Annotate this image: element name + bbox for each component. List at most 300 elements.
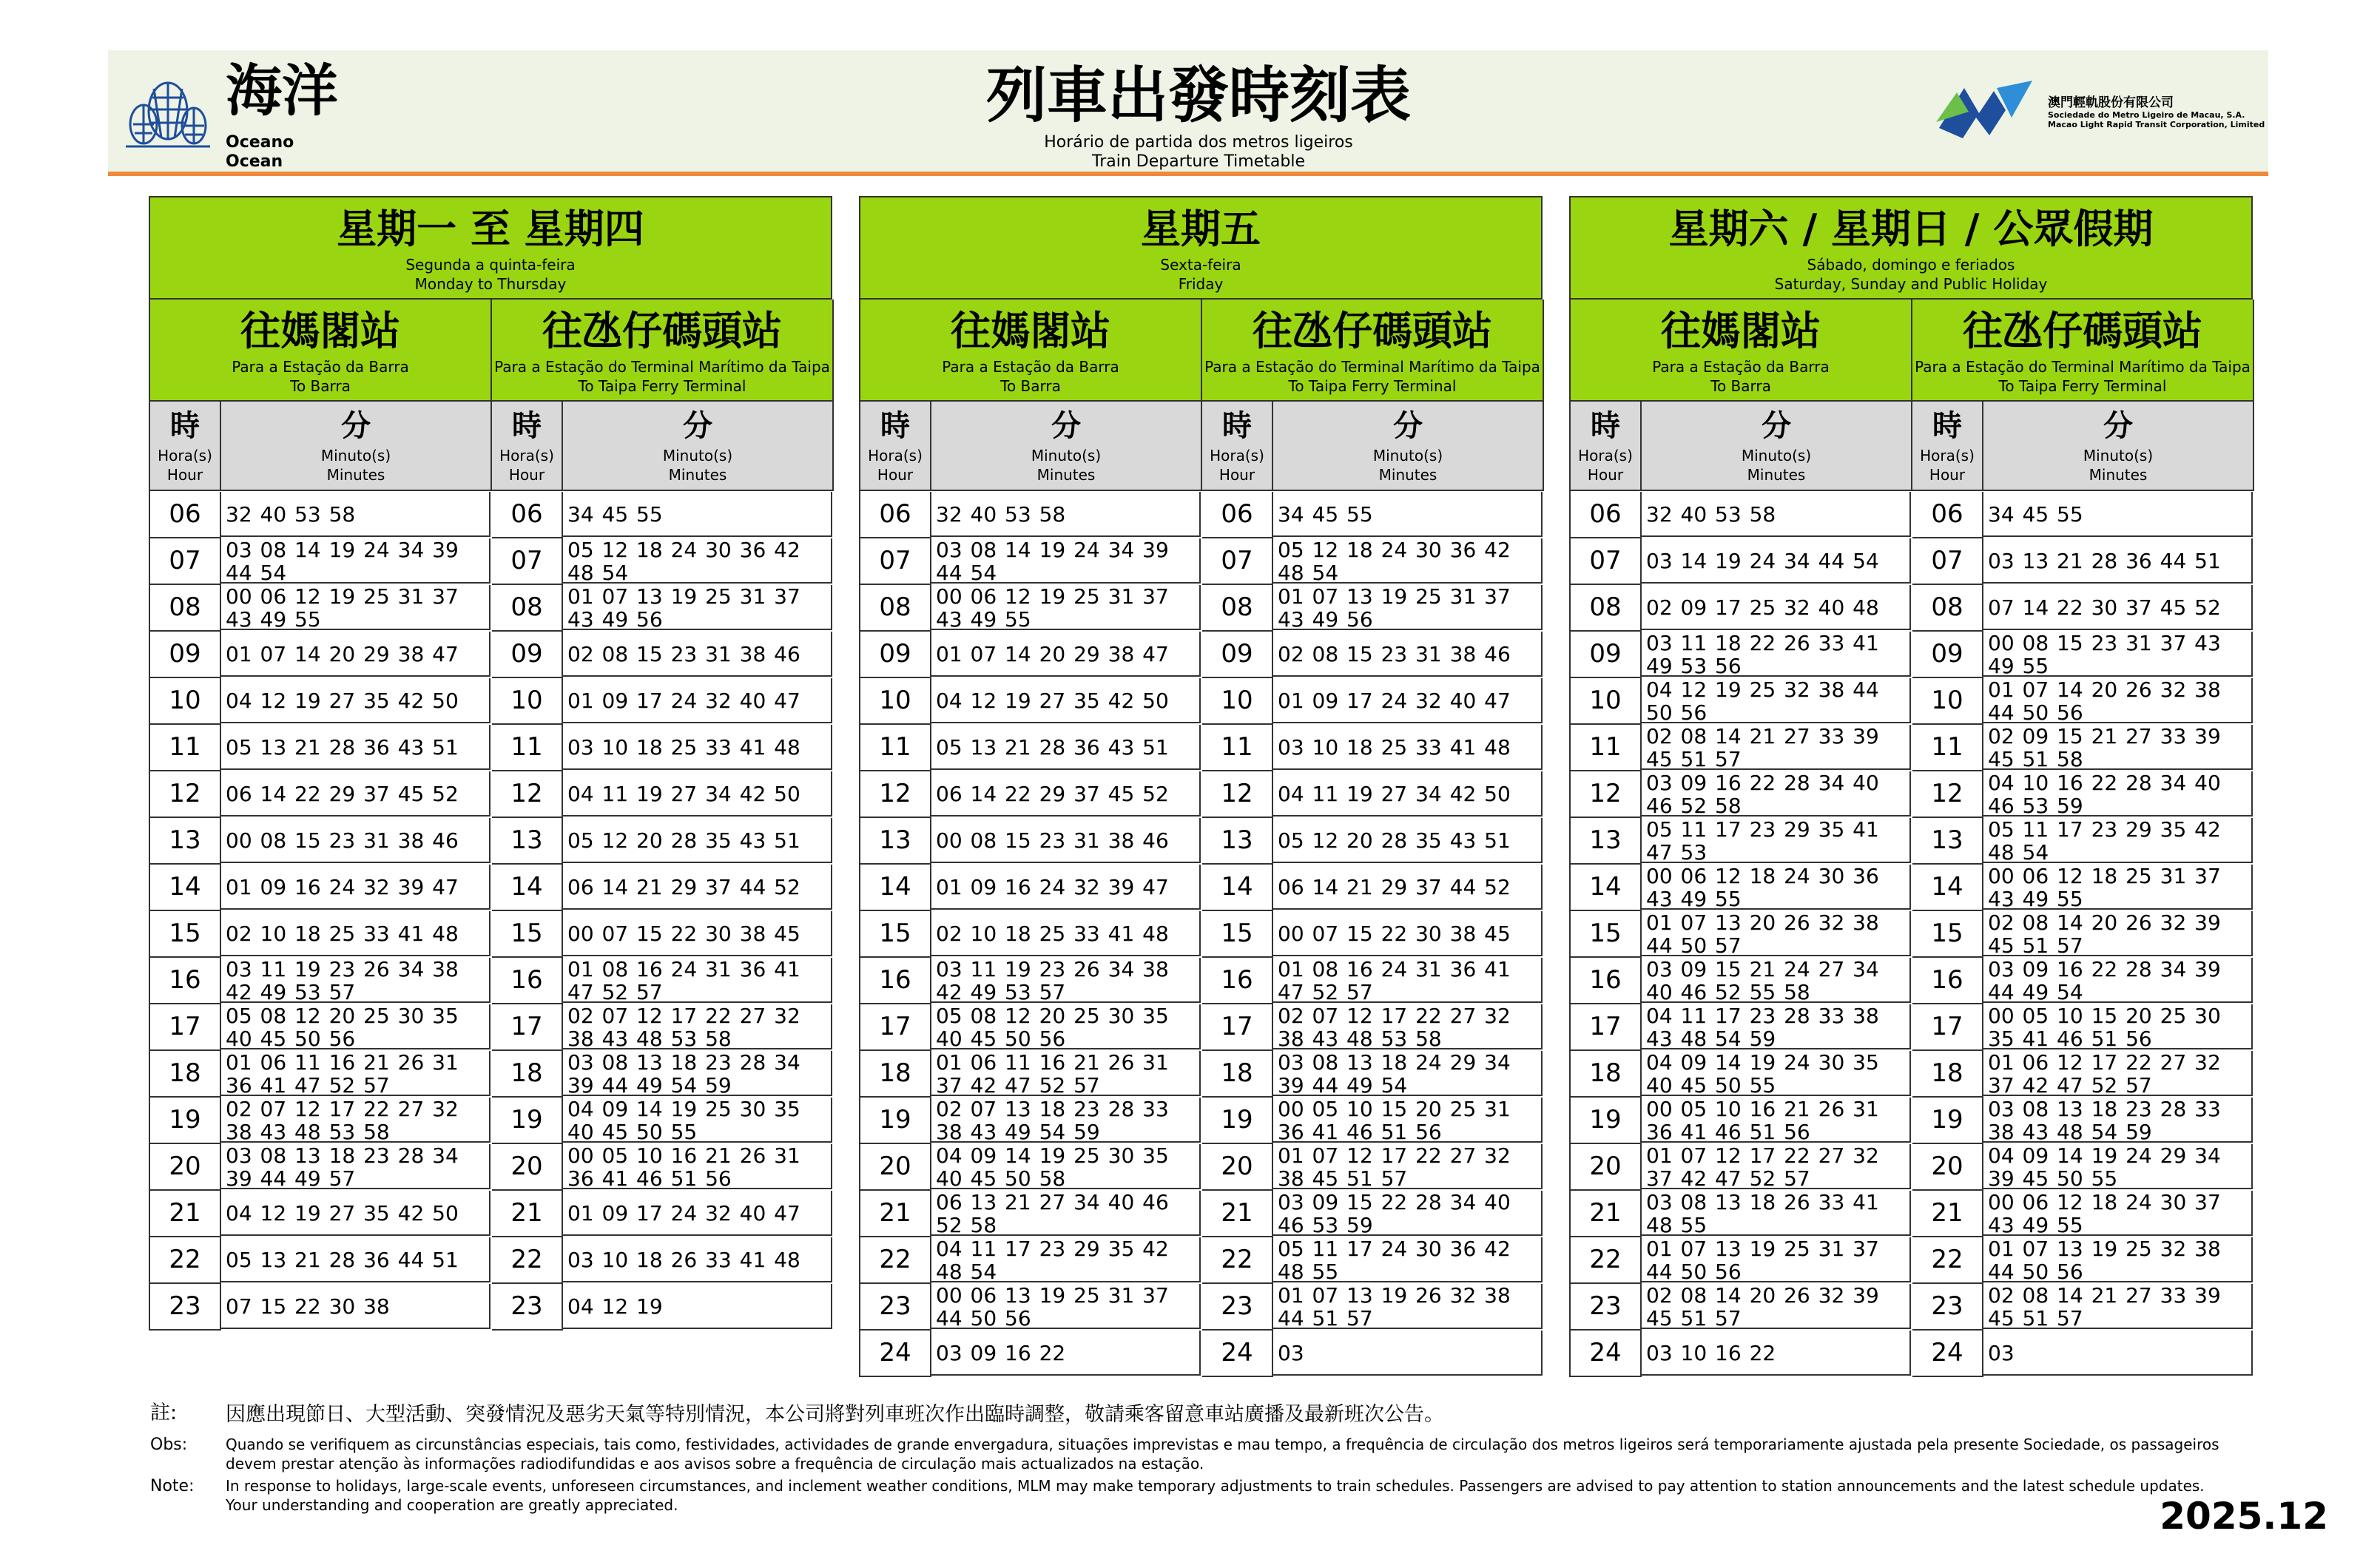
minutes-cell: 07 14 22 30 37 45 52 bbox=[1983, 585, 2253, 630]
minute-label-en: Minutes bbox=[1747, 466, 1806, 484]
note-zh: 因應出現節日、大型活動、突發情況及惡劣天氣等特別情況，本公司將對列車班次作出臨時調整，敬請乘客留意車站廣播及最新班次公告。 bbox=[226, 1403, 1444, 1426]
minutes-cell: 03 10 16 22 bbox=[1642, 1331, 1911, 1376]
hour-cell: 13 bbox=[860, 818, 931, 865]
hour-cell: 13 bbox=[150, 818, 221, 865]
hour-cell: 13 bbox=[1202, 818, 1273, 865]
minutes-cell: 32 40 53 58 bbox=[1642, 492, 1911, 537]
hour-cell: 12 bbox=[492, 771, 563, 818]
hour-label-zh: 時 bbox=[1591, 409, 1620, 443]
minute-label-zh: 分 bbox=[1762, 409, 1791, 443]
hour-cell: 11 bbox=[860, 725, 931, 771]
minutes-cell: 34 45 55 bbox=[1273, 492, 1543, 537]
header-divider bbox=[108, 172, 2268, 176]
hour-cell: 18 bbox=[1202, 1051, 1273, 1098]
minutes-cell: 05 13 21 28 36 43 51 bbox=[931, 725, 1201, 770]
direction-name-zh: 往媽閣站 bbox=[1661, 308, 1821, 354]
hour-cell: 10 bbox=[150, 678, 221, 725]
direction-name-pt: Para a Estação da Barra bbox=[232, 358, 409, 376]
hour-cell: 19 bbox=[1912, 1098, 1983, 1144]
direction-header-barra bbox=[150, 300, 492, 402]
hour-cell: 17 bbox=[1202, 1004, 1273, 1051]
minutes-cell: 02 08 15 23 31 38 46 bbox=[1273, 632, 1543, 677]
minutes-cell: 01 06 11 16 21 26 31 36 41 47 52 57 bbox=[221, 1051, 491, 1096]
direction-header-taipa bbox=[1202, 300, 1544, 402]
minutes-cell: 05 12 20 28 35 43 51 bbox=[563, 818, 832, 863]
hour-cell: 15 bbox=[150, 911, 221, 958]
hour-cell: 07 bbox=[1202, 538, 1273, 585]
hour-cell: 23 bbox=[1202, 1284, 1273, 1331]
hour-label-pt: Hora(s) bbox=[158, 447, 212, 464]
hour-cell: 22 bbox=[1571, 1237, 1642, 1284]
hour-cell: 21 bbox=[1912, 1191, 1983, 1237]
direction-name-en: To Barra bbox=[1710, 377, 1771, 395]
hour-label-en: Hour bbox=[166, 466, 203, 484]
minutes-cell: 03 09 15 22 28 34 40 46 53 59 bbox=[1273, 1191, 1543, 1236]
timetable-panel bbox=[859, 196, 1543, 1377]
hour-cell: 18 bbox=[492, 1051, 563, 1098]
direction-name-pt: Para a Estação do Terminal Marítimo da Taipa bbox=[1915, 358, 2251, 376]
hour-cell: 15 bbox=[1912, 911, 1983, 958]
minutes-cell: 03 09 16 22 28 34 39 44 49 54 bbox=[1983, 958, 2253, 1003]
minutes-cell: 01 07 13 19 26 32 38 44 51 57 bbox=[1273, 1284, 1543, 1329]
minutes-cell: 02 09 15 21 27 33 39 45 51 58 bbox=[1983, 725, 2253, 770]
minutes-cell: 01 07 13 19 25 32 38 44 50 56 bbox=[1983, 1237, 2253, 1282]
mlm-logo bbox=[1935, 78, 2038, 141]
note-pt: Quando se verifiquem as circunstâncias especiais, tais como, festividades, actividades de grande envergadura, situações imprevistas e mau tempo, a frequência de circulação dos metros ligeiros será temporariamente ajustada pela presente Sociedade, os passageiros devem prestar atenção às informações radiodifundidas e aos avisos sobre a frequência de circulação mais actualizados na estação. bbox=[226, 1436, 2219, 1473]
minutes-cell: 00 06 13 19 25 31 37 44 50 56 bbox=[931, 1284, 1201, 1329]
day-header bbox=[860, 197, 1543, 300]
hour-cell: 09 bbox=[1571, 632, 1642, 678]
minutes-cell: 00 05 10 15 20 25 31 36 41 46 51 56 bbox=[1273, 1098, 1543, 1143]
minutes-cell: 01 07 13 20 26 32 38 44 50 57 bbox=[1642, 911, 1911, 956]
direction-name-pt: Para a Estação do Terminal Marítimo da Taipa bbox=[1204, 358, 1540, 376]
hour-cell: 06 bbox=[1202, 492, 1273, 538]
hour-label-en: Hour bbox=[508, 466, 545, 484]
minutes-cell: 04 11 17 23 28 33 38 43 48 54 59 bbox=[1642, 1004, 1911, 1049]
hour-cell: 09 bbox=[1202, 632, 1273, 678]
hour-cell: 14 bbox=[150, 865, 221, 911]
minutes-cell: 04 09 14 19 24 29 34 39 45 50 55 bbox=[1983, 1144, 2253, 1189]
minutes-cell: 02 08 14 20 26 32 39 45 51 57 bbox=[1642, 1284, 1911, 1329]
hour-cell: 06 bbox=[1571, 492, 1642, 538]
direction-name-pt: Para a Estação da Barra bbox=[1652, 358, 1830, 376]
hour-cell: 15 bbox=[1571, 911, 1642, 958]
minutes-cell: 02 08 15 23 31 38 46 bbox=[563, 632, 832, 677]
minutes-cell: 01 06 11 16 21 26 31 37 42 47 52 57 bbox=[931, 1051, 1201, 1096]
minutes-cell: 00 05 10 16 21 26 31 36 41 46 51 56 bbox=[563, 1144, 832, 1189]
direction-name-zh: 往氹仔碼頭站 bbox=[1253, 308, 1492, 354]
minutes-cell: 05 12 20 28 35 43 51 bbox=[1273, 818, 1543, 863]
company-name-en: Macao Light Rapid Transit Corporation, Limited bbox=[2048, 120, 2265, 129]
minutes-cell: 02 07 12 17 22 27 32 38 43 48 53 58 bbox=[1273, 1004, 1543, 1049]
minutes-cell: 00 05 10 16 21 26 31 36 41 46 51 56 bbox=[1642, 1098, 1911, 1143]
minutes-cell: 01 09 17 24 32 40 47 bbox=[1273, 678, 1543, 723]
hour-cell: 10 bbox=[492, 678, 563, 725]
minutes-cell: 04 11 19 27 34 42 50 bbox=[563, 771, 832, 817]
minutes-cell: 00 08 15 23 31 38 46 bbox=[931, 818, 1201, 863]
minutes-cell: 04 12 19 27 35 42 50 bbox=[221, 1191, 491, 1236]
hour-label-pt: Hora(s) bbox=[499, 447, 554, 464]
hour-cell: 12 bbox=[150, 771, 221, 818]
hour-label-en: Hour bbox=[1929, 466, 1966, 484]
hour-cell: 07 bbox=[150, 538, 221, 585]
hour-cell: 13 bbox=[492, 818, 563, 865]
minutes-cell: 01 07 12 17 22 27 32 38 45 51 57 bbox=[1273, 1144, 1543, 1189]
minutes-cell: 03 08 13 18 24 29 34 39 44 49 54 bbox=[1273, 1051, 1543, 1096]
hour-cell: 07 bbox=[860, 538, 931, 585]
minutes-cell: 00 06 12 19 25 31 37 43 49 55 bbox=[221, 585, 491, 630]
hour-cell: 16 bbox=[1202, 958, 1273, 1004]
hour-label-en: Hour bbox=[877, 466, 914, 484]
day-title-zh: 星期五 bbox=[1141, 206, 1261, 252]
minute-label-en: Minutes bbox=[1378, 466, 1437, 484]
minute-label-pt: Minuto(s) bbox=[1031, 447, 1102, 464]
minutes-cell: 03 09 15 21 24 27 34 40 46 52 55 58 bbox=[1642, 958, 1911, 1003]
minutes-cell: 00 08 15 23 31 37 43 49 55 bbox=[1983, 632, 2253, 677]
hour-column-header bbox=[1912, 402, 1983, 491]
minutes-cell: 04 12 19 25 32 38 44 50 56 bbox=[1642, 678, 1911, 723]
hour-cell: 24 bbox=[1202, 1331, 1273, 1377]
minutes-cell: 03 11 18 22 26 33 41 49 53 56 bbox=[1642, 632, 1911, 677]
hour-cell: 22 bbox=[1202, 1237, 1273, 1284]
day-title-en: Monday to Thursday bbox=[414, 275, 567, 293]
minutes-cell: 00 08 15 23 31 38 46 bbox=[221, 818, 491, 863]
minute-label-en: Minutes bbox=[326, 466, 385, 484]
hour-cell: 21 bbox=[1202, 1191, 1273, 1237]
hour-cell: 06 bbox=[492, 492, 563, 538]
hour-cell: 15 bbox=[1202, 911, 1273, 958]
minutes-cell: 01 09 17 24 32 40 47 bbox=[563, 678, 832, 723]
timetable-date: 2025.12 bbox=[2160, 1495, 2328, 1538]
minutes-cell: 34 45 55 bbox=[563, 492, 832, 537]
hour-label-pt: Hora(s) bbox=[1578, 447, 1633, 464]
minutes-cell: 04 11 17 23 29 35 42 48 54 bbox=[931, 1237, 1201, 1282]
minutes-cell: 04 10 16 22 28 34 40 46 53 59 bbox=[1983, 771, 2253, 817]
hour-label-zh: 時 bbox=[170, 409, 200, 443]
hour-cell: 14 bbox=[1912, 865, 1983, 911]
timetable-panel bbox=[1569, 196, 2253, 1377]
hour-cell: 08 bbox=[492, 585, 563, 632]
direction-name-zh: 往媽閣站 bbox=[240, 308, 400, 354]
direction-name-pt: Para a Estação do Terminal Marítimo da Taipa bbox=[494, 358, 830, 376]
hour-cell: 22 bbox=[1912, 1237, 1983, 1284]
minutes-cell: 03 10 18 25 33 41 48 bbox=[563, 725, 832, 770]
minute-label-en: Minutes bbox=[2089, 466, 2148, 484]
minutes-cell: 02 10 18 25 33 41 48 bbox=[931, 911, 1201, 956]
hour-cell: 07 bbox=[1571, 538, 1642, 585]
minutes-cell: 04 12 19 27 35 42 50 bbox=[931, 678, 1201, 723]
direction-name-zh: 往媽閣站 bbox=[951, 308, 1110, 354]
minutes-cell: 02 09 17 25 32 40 48 bbox=[1642, 585, 1911, 630]
minutes-cell: 05 11 17 23 29 35 42 48 54 bbox=[1983, 818, 2253, 863]
hour-cell: 06 bbox=[1912, 492, 1983, 538]
minute-column-header bbox=[1983, 402, 2254, 491]
minutes-cell: 32 40 53 58 bbox=[931, 492, 1201, 537]
day-title-en: Saturday, Sunday and Public Holiday bbox=[1774, 275, 2048, 293]
minute-column-header bbox=[1273, 402, 1544, 491]
minutes-cell: 01 08 16 24 31 36 41 47 52 57 bbox=[563, 958, 832, 1003]
hour-cell: 24 bbox=[1571, 1331, 1642, 1377]
minutes-cell: 04 12 19 bbox=[563, 1284, 832, 1329]
hour-cell: 17 bbox=[1571, 1004, 1642, 1051]
minutes-cell: 04 12 19 27 35 42 50 bbox=[221, 678, 491, 723]
day-header bbox=[150, 197, 832, 300]
hour-cell: 14 bbox=[1571, 865, 1642, 911]
day-title-pt: Segunda a quinta-feira bbox=[405, 256, 576, 274]
hour-cell: 09 bbox=[492, 632, 563, 678]
minutes-cell: 03 14 19 24 34 44 54 bbox=[1642, 538, 1911, 584]
hour-cell: 12 bbox=[1571, 771, 1642, 818]
hour-cell: 14 bbox=[1202, 865, 1273, 911]
hour-cell: 10 bbox=[1571, 678, 1642, 725]
hour-cell: 11 bbox=[1571, 725, 1642, 771]
ocean-shells-icon bbox=[124, 80, 212, 149]
day-title-pt: Sexta-feira bbox=[1160, 256, 1241, 274]
hour-cell: 22 bbox=[150, 1237, 221, 1284]
hour-cell: 17 bbox=[492, 1004, 563, 1051]
station-name-pt: Oceano bbox=[226, 133, 294, 152]
minutes-cell: 05 12 18 24 30 36 42 48 54 bbox=[563, 538, 832, 584]
minute-column-header bbox=[563, 402, 834, 491]
hour-column-header bbox=[150, 402, 221, 491]
hour-cell: 19 bbox=[150, 1098, 221, 1144]
minute-label-zh: 分 bbox=[1051, 409, 1081, 443]
timetable-panel bbox=[149, 196, 832, 1331]
hour-cell: 18 bbox=[860, 1051, 931, 1098]
hour-cell: 23 bbox=[1912, 1284, 1983, 1331]
hour-cell: 23 bbox=[1571, 1284, 1642, 1331]
hour-cell: 11 bbox=[150, 725, 221, 771]
minute-label-zh: 分 bbox=[2103, 409, 2133, 443]
minutes-cell: 02 07 12 17 22 27 32 38 43 48 53 58 bbox=[221, 1098, 491, 1143]
hour-cell: 08 bbox=[150, 585, 221, 632]
direction-name-en: To Taipa Ferry Terminal bbox=[578, 377, 746, 395]
company-name-zh: 澳門輕軌股份有限公司 bbox=[2048, 95, 2174, 110]
hour-cell: 22 bbox=[492, 1237, 563, 1284]
minutes-cell: 02 08 14 21 27 33 39 45 51 57 bbox=[1983, 1284, 2253, 1329]
hour-cell: 09 bbox=[1912, 632, 1983, 678]
hour-cell: 20 bbox=[1202, 1144, 1273, 1191]
hour-label-zh: 時 bbox=[512, 409, 542, 443]
note-label-zh: 註: bbox=[150, 1402, 178, 1424]
hour-label-pt: Hora(s) bbox=[1210, 447, 1264, 464]
minutes-cell: 01 07 14 20 29 38 47 bbox=[931, 632, 1201, 677]
minutes-cell: 00 06 12 18 24 30 37 43 49 55 bbox=[1983, 1191, 2253, 1236]
minutes-cell: 05 13 21 28 36 44 51 bbox=[221, 1237, 491, 1282]
minutes-cell: 06 14 22 29 37 45 52 bbox=[931, 771, 1201, 817]
hour-label-en: Hour bbox=[1587, 466, 1624, 484]
minutes-cell: 03 bbox=[1273, 1331, 1543, 1376]
minutes-cell: 04 09 14 19 24 30 35 40 45 50 55 bbox=[1642, 1051, 1911, 1096]
direction-header-taipa bbox=[492, 300, 834, 402]
hour-cell: 19 bbox=[1202, 1098, 1273, 1144]
hour-column-header bbox=[860, 402, 931, 491]
hour-cell: 12 bbox=[860, 771, 931, 818]
hour-cell: 23 bbox=[860, 1284, 931, 1331]
minutes-cell: 00 06 12 19 25 31 37 43 49 55 bbox=[931, 585, 1201, 630]
hour-cell: 08 bbox=[1571, 585, 1642, 632]
hour-cell: 11 bbox=[492, 725, 563, 771]
hour-cell: 16 bbox=[1912, 958, 1983, 1004]
minutes-cell: 00 07 15 22 30 38 45 bbox=[563, 911, 832, 956]
hour-column-header bbox=[1571, 402, 1642, 491]
hour-cell: 24 bbox=[1912, 1331, 1983, 1377]
hour-cell: 17 bbox=[150, 1004, 221, 1051]
page-title-en: Train Departure Timetable bbox=[1092, 152, 1305, 171]
minute-column-header bbox=[1642, 402, 1912, 491]
minutes-cell: 01 07 14 20 29 38 47 bbox=[221, 632, 491, 677]
minutes-cell: 01 06 12 17 22 27 32 37 42 47 52 57 bbox=[1983, 1051, 2253, 1096]
station-name-en: Ocean bbox=[226, 152, 283, 171]
minutes-cell: 01 07 13 19 25 31 37 44 50 56 bbox=[1642, 1237, 1911, 1282]
minutes-cell: 03 11 19 23 26 34 38 42 49 53 57 bbox=[931, 958, 1201, 1003]
minutes-cell: 01 07 13 19 25 31 37 43 49 56 bbox=[563, 585, 832, 630]
hour-cell: 09 bbox=[150, 632, 221, 678]
minutes-cell: 00 06 12 18 24 30 36 43 49 55 bbox=[1642, 865, 1911, 910]
minutes-cell: 00 05 10 15 20 25 30 35 41 46 51 56 bbox=[1983, 1004, 2253, 1049]
hour-cell: 14 bbox=[492, 865, 563, 911]
station-name-zh: 海洋 bbox=[226, 58, 338, 124]
direction-header-taipa bbox=[1912, 300, 2254, 402]
hour-cell: 20 bbox=[150, 1144, 221, 1191]
hour-cell: 20 bbox=[492, 1144, 563, 1191]
hour-cell: 12 bbox=[1202, 771, 1273, 818]
note-label-pt: Obs: bbox=[150, 1436, 188, 1454]
minutes-cell: 01 08 16 24 31 36 41 47 52 57 bbox=[1273, 958, 1543, 1003]
hour-cell: 12 bbox=[1912, 771, 1983, 818]
hour-cell: 21 bbox=[1571, 1191, 1642, 1237]
hour-cell: 19 bbox=[492, 1098, 563, 1144]
hour-label-pt: Hora(s) bbox=[1920, 447, 1975, 464]
day-header bbox=[1571, 197, 2253, 300]
hour-cell: 10 bbox=[860, 678, 931, 725]
company-name-pt: Sociedade do Metro Ligeiro de Macau, S.A. bbox=[2048, 110, 2245, 120]
hour-cell: 17 bbox=[860, 1004, 931, 1051]
minutes-cell: 00 07 15 22 30 38 45 bbox=[1273, 911, 1543, 956]
direction-name-pt: Para a Estação da Barra bbox=[942, 358, 1119, 376]
hour-cell: 16 bbox=[150, 958, 221, 1004]
minutes-cell: 01 07 12 17 22 27 32 37 42 47 52 57 bbox=[1642, 1144, 1911, 1189]
minutes-cell: 01 09 16 24 32 39 47 bbox=[221, 865, 491, 910]
minutes-cell: 04 11 19 27 34 42 50 bbox=[1273, 771, 1543, 817]
hour-cell: 06 bbox=[150, 492, 221, 538]
minutes-cell: 04 09 14 19 25 30 35 40 45 50 58 bbox=[931, 1144, 1201, 1189]
minutes-cell: 03 bbox=[1983, 1331, 2253, 1376]
minutes-cell: 03 08 13 18 23 28 34 39 44 49 57 bbox=[221, 1144, 491, 1189]
minutes-cell: 03 10 18 25 33 41 48 bbox=[1273, 725, 1543, 770]
hour-cell: 13 bbox=[1571, 818, 1642, 865]
minutes-cell: 05 11 17 24 30 36 42 48 55 bbox=[1273, 1237, 1543, 1282]
hour-cell: 08 bbox=[1202, 585, 1273, 632]
minutes-cell: 04 09 14 19 25 30 35 40 45 50 55 bbox=[563, 1098, 832, 1143]
minute-label-zh: 分 bbox=[341, 409, 371, 443]
hour-cell: 16 bbox=[492, 958, 563, 1004]
minute-column-header bbox=[931, 402, 1202, 491]
hour-cell: 23 bbox=[150, 1284, 221, 1331]
day-title-en: Friday bbox=[1178, 275, 1224, 293]
minutes-cell: 06 14 21 29 37 44 52 bbox=[1273, 865, 1543, 910]
minutes-cell: 03 08 14 19 24 34 39 44 54 bbox=[931, 538, 1201, 584]
minutes-cell: 03 11 19 23 26 34 38 42 49 53 57 bbox=[221, 958, 491, 1003]
hour-cell: 16 bbox=[1571, 958, 1642, 1004]
hour-cell: 14 bbox=[860, 865, 931, 911]
direction-name-zh: 往氹仔碼頭站 bbox=[542, 308, 782, 354]
minutes-cell: 06 14 22 29 37 45 52 bbox=[221, 771, 491, 817]
hour-label-zh: 時 bbox=[880, 409, 910, 443]
hour-label-pt: Hora(s) bbox=[868, 447, 923, 464]
hour-cell: 18 bbox=[150, 1051, 221, 1098]
minute-label-pt: Minuto(s) bbox=[662, 447, 733, 464]
hour-cell: 08 bbox=[860, 585, 931, 632]
minute-label-pt: Minuto(s) bbox=[2083, 447, 2154, 464]
minute-label-zh: 分 bbox=[1393, 409, 1423, 443]
hour-cell: 19 bbox=[1571, 1098, 1642, 1144]
minutes-cell: 03 08 14 19 24 34 39 44 54 bbox=[221, 538, 491, 584]
hour-cell: 13 bbox=[1912, 818, 1983, 865]
minutes-cell: 03 08 13 18 23 28 34 39 44 49 54 59 bbox=[563, 1051, 832, 1096]
direction-name-zh: 往氹仔碼頭站 bbox=[1963, 308, 2202, 354]
hour-cell: 07 bbox=[1912, 538, 1983, 585]
hour-cell: 08 bbox=[1912, 585, 1983, 632]
hour-cell: 22 bbox=[860, 1237, 931, 1284]
minute-label-zh: 分 bbox=[683, 409, 712, 443]
hour-cell: 10 bbox=[1202, 678, 1273, 725]
minute-label-en: Minutes bbox=[668, 466, 727, 484]
minutes-cell: 01 07 14 20 26 32 38 44 50 56 bbox=[1983, 678, 2253, 723]
minutes-cell: 02 10 18 25 33 41 48 bbox=[221, 911, 491, 956]
hour-cell: 21 bbox=[150, 1191, 221, 1237]
minutes-cell: 05 12 18 24 30 36 42 48 54 bbox=[1273, 538, 1543, 584]
direction-header-barra bbox=[860, 300, 1202, 402]
hour-cell: 11 bbox=[1912, 725, 1983, 771]
minutes-cell: 34 45 55 bbox=[1983, 492, 2253, 537]
minutes-cell: 03 10 18 26 33 41 48 bbox=[563, 1237, 832, 1282]
minutes-cell: 06 14 21 29 37 44 52 bbox=[563, 865, 832, 910]
minutes-cell: 03 09 16 22 bbox=[931, 1331, 1201, 1376]
hour-cell: 20 bbox=[1912, 1144, 1983, 1191]
hour-cell: 17 bbox=[1912, 1004, 1983, 1051]
note-en: In response to holidays, large-scale events, unforeseen circumstances, and inclement weather conditions, MLM may make temporary adjustments to train schedules. Passengers are advised to pay attention to station announcements and the latest schedule updates. Your understanding and cooperation are greatly appreciated. bbox=[226, 1477, 2205, 1514]
hour-label-zh: 時 bbox=[1932, 409, 1962, 443]
hour-label-zh: 時 bbox=[1222, 409, 1252, 443]
hour-cell: 18 bbox=[1912, 1051, 1983, 1098]
hour-cell: 11 bbox=[1202, 725, 1273, 771]
hour-cell: 24 bbox=[860, 1331, 931, 1377]
hour-cell: 19 bbox=[860, 1098, 931, 1144]
minutes-cell: 03 13 21 28 36 44 51 bbox=[1983, 538, 2253, 584]
minute-label-pt: Minuto(s) bbox=[1741, 447, 1812, 464]
direction-name-en: To Barra bbox=[1000, 377, 1061, 395]
direction-name-en: To Taipa Ferry Terminal bbox=[1288, 377, 1457, 395]
minutes-cell: 05 08 12 20 25 30 35 40 45 50 56 bbox=[221, 1004, 491, 1049]
hour-cell: 20 bbox=[860, 1144, 931, 1191]
hour-cell: 10 bbox=[1912, 678, 1983, 725]
minutes-cell: 05 11 17 23 29 35 41 47 53 bbox=[1642, 818, 1911, 863]
page-title-zh: 列車出發時刻表 bbox=[985, 61, 1411, 131]
minutes-cell: 05 08 12 20 25 30 35 40 45 50 56 bbox=[931, 1004, 1201, 1049]
hour-cell: 15 bbox=[860, 911, 931, 958]
minutes-cell: 02 08 14 20 26 32 39 45 51 57 bbox=[1983, 911, 2253, 956]
hour-column-header bbox=[492, 402, 563, 491]
minutes-cell: 06 13 21 27 34 40 46 52 58 bbox=[931, 1191, 1201, 1236]
direction-header-barra bbox=[1571, 300, 1912, 402]
hour-cell: 06 bbox=[860, 492, 931, 538]
minutes-cell: 01 09 16 24 32 39 47 bbox=[931, 865, 1201, 910]
minutes-cell: 01 07 13 19 25 31 37 43 49 56 bbox=[1273, 585, 1543, 630]
day-title-pt: Sábado, domingo e feriados bbox=[1807, 256, 2015, 274]
minutes-cell: 02 07 13 18 23 28 33 38 43 49 54 59 bbox=[931, 1098, 1201, 1143]
hour-cell: 16 bbox=[860, 958, 931, 1004]
